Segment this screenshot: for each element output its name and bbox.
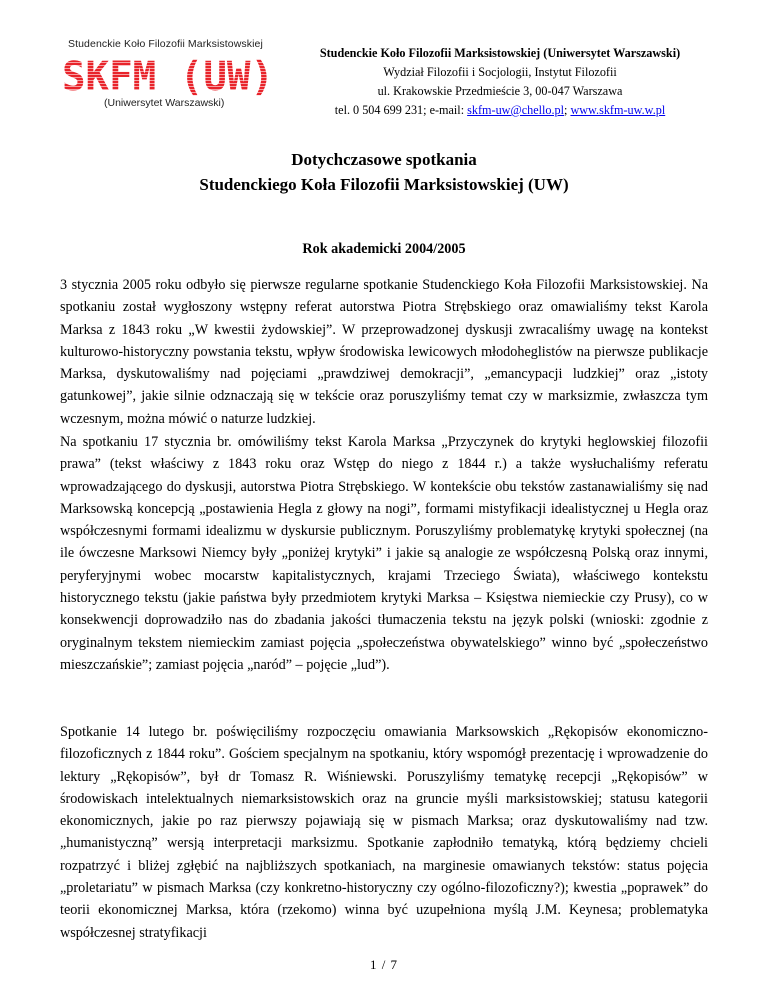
contact-prefix: tel. 0 504 699 231; e-mail: <box>334 103 468 117</box>
page-number: 1 / 7 <box>369 957 399 972</box>
logo-bottom-text: (Uniwersytet Warszawski) <box>104 97 225 109</box>
logo-top-text: Studenckie Koło Filozofii Marksistowskiej <box>68 38 263 50</box>
document-title <box>60 147 708 197</box>
email-link[interactable]: skfm-uw@chello.pl <box>467 103 564 117</box>
logo-wordmark-graphic <box>60 54 278 98</box>
logo-main-text <box>60 54 278 98</box>
letterhead <box>282 44 718 120</box>
contact-separator: ; <box>564 103 571 117</box>
skfm-logo <box>60 38 278 110</box>
dept-line: Wydział Filozofii i Socjologii, Instytut Filozofii <box>383 65 617 79</box>
paragraph-2: Na spotkaniu 17 stycznia br. omówiliśmy tekst Karola Marksa „Przyczynek do krytyki heglowskiej filozofii prawa” (tekst właściwy z 1843 roku oraz Wstęp do niego z 1844 r.) a także wysłuchaliśmy referatu wprowadzającego do dyskusji, autorstwa Piotra Strębskiego. W kontekście obu tekstów zastanawialiśmy się nad Marksowską koncepcją „postawienia Hegla z głowy na nogi”, formami mistyfikacji idealistycznej u Hegla oraz współczesnymi formami idealizmu w dyskursie publicznym. Poruszyliśmy problematykę krytyki społecznej (na ile ówczesne Marksowi Niemcy były „poniżej krytyki” i jakie są analogie ze współczesną Polską oraz innymi, peryferyjnymi wobec mocarstw kapitalistycznych, krajami Trzeciego Świata), właściwego kontekstu historycznego tekstu (jakie państwa były przedmiotem krytyki Marksa – Księstwa niemieckie czy Prusy), co w konsekwencji doprowadziło nas do zbadania jakości tłumaczenia tekstu na język polski (wnioski: zgodnie z oryginalnym tekstem niemieckim zamiast pojęcia „społeczeństwa obywatelskiego” winno być „społeczeństwo mieszczańskie”; zamiast pojęcia „naród” – pojęcie „lud”). <box>60 434 708 673</box>
section-heading: Rok akademicki 2004/2005 <box>302 241 466 257</box>
org-name: Studenckie Koło Filozofii Marksistowskiej (Uniwersytet Warszawski) <box>319 46 681 60</box>
logo-wordmark: SKFM (UW) <box>62 54 274 98</box>
title-line-2: Studenckiego Koła Filozofii Marksistowskiej (UW) <box>199 175 569 194</box>
contact-line <box>282 101 718 120</box>
paragraph-1: 3 stycznia 2005 roku odbyło się pierwsze regularne spotkanie Studenckiego Koła Filozofii Marksistowskiej. Na spotkaniu został wygłoszony wstępny referat autorstwa Piotra Strębskiego oraz omawialiśmy tekst Karola Marksa z 1843 roku „W kwestii żydowskiej”. W przeprowadzonej dyskusji zwracaliśmy uwagę na kontekst kulturowo-historyczny powstania tekstu, wpływ środowiska lewicowych młodoheglistów na pierwsze publikacje Marksa, dyskutowaliśmy nad pojęciami „prawdziwej demokracji”, „emancypacji ludzkiej” oraz „istoty gatunkowej”, jakie silnie odznaczają się w tekście oraz poruszyliśmy temat czy w marksizmie, zwłaszcza tym wczesnym, można mówić o naturze ludzkiej. <box>60 277 708 427</box>
paragraph-3: Spotkanie 14 lutego br. poświęciliśmy rozpoczęciu omawiania Marksowskich „Rękopisów ekonomiczno-filozoficznych z 1844 roku”. Gościem specjalnym na spotkaniu, który wspomógł prezentację i wprowadzenie do lektury „Rękopisów”, był dr Tomasz R. Wiśniewski. Poruszyliśmy tematykę recepcji „Rękopisów” w środowiskach intelektualnych niemarksistowskich oraz na gruncie myśli marksistowskiej; statusu kategorii ekonomicznych, jakie po raz pierwszy pojawiają się w pismach Marksa; oraz dyskutowaliśmy nad tzw. „humanistyczną” wersją interpretacji marksizmu. Spotkanie zapłodniło tematyką, którą będziemy chcieli rozpatrzyć i bliżej zgłębić na najbliższych spotkaniach, na marginesie omawianych tekstów: status pojęcia „proletariatu” w pismach Marksa (czy konkretno-historyczny czy ogólno-filozoficzny?); kwestia „poprawek” do teorii ekonomicznej Marksa, która (rzekomo) winna być uzupełniona myślą J.M. Keynesa; problematyka współczesnej stratyfikacji <box>60 724 708 941</box>
website-link[interactable]: www.skfm-uw.w.pl <box>570 103 666 117</box>
address-line: ul. Krakowskie Przedmieście 3, 00-047 Warszawa <box>377 84 623 98</box>
title-line-1: Dotychczasowe spotkania <box>291 150 477 169</box>
